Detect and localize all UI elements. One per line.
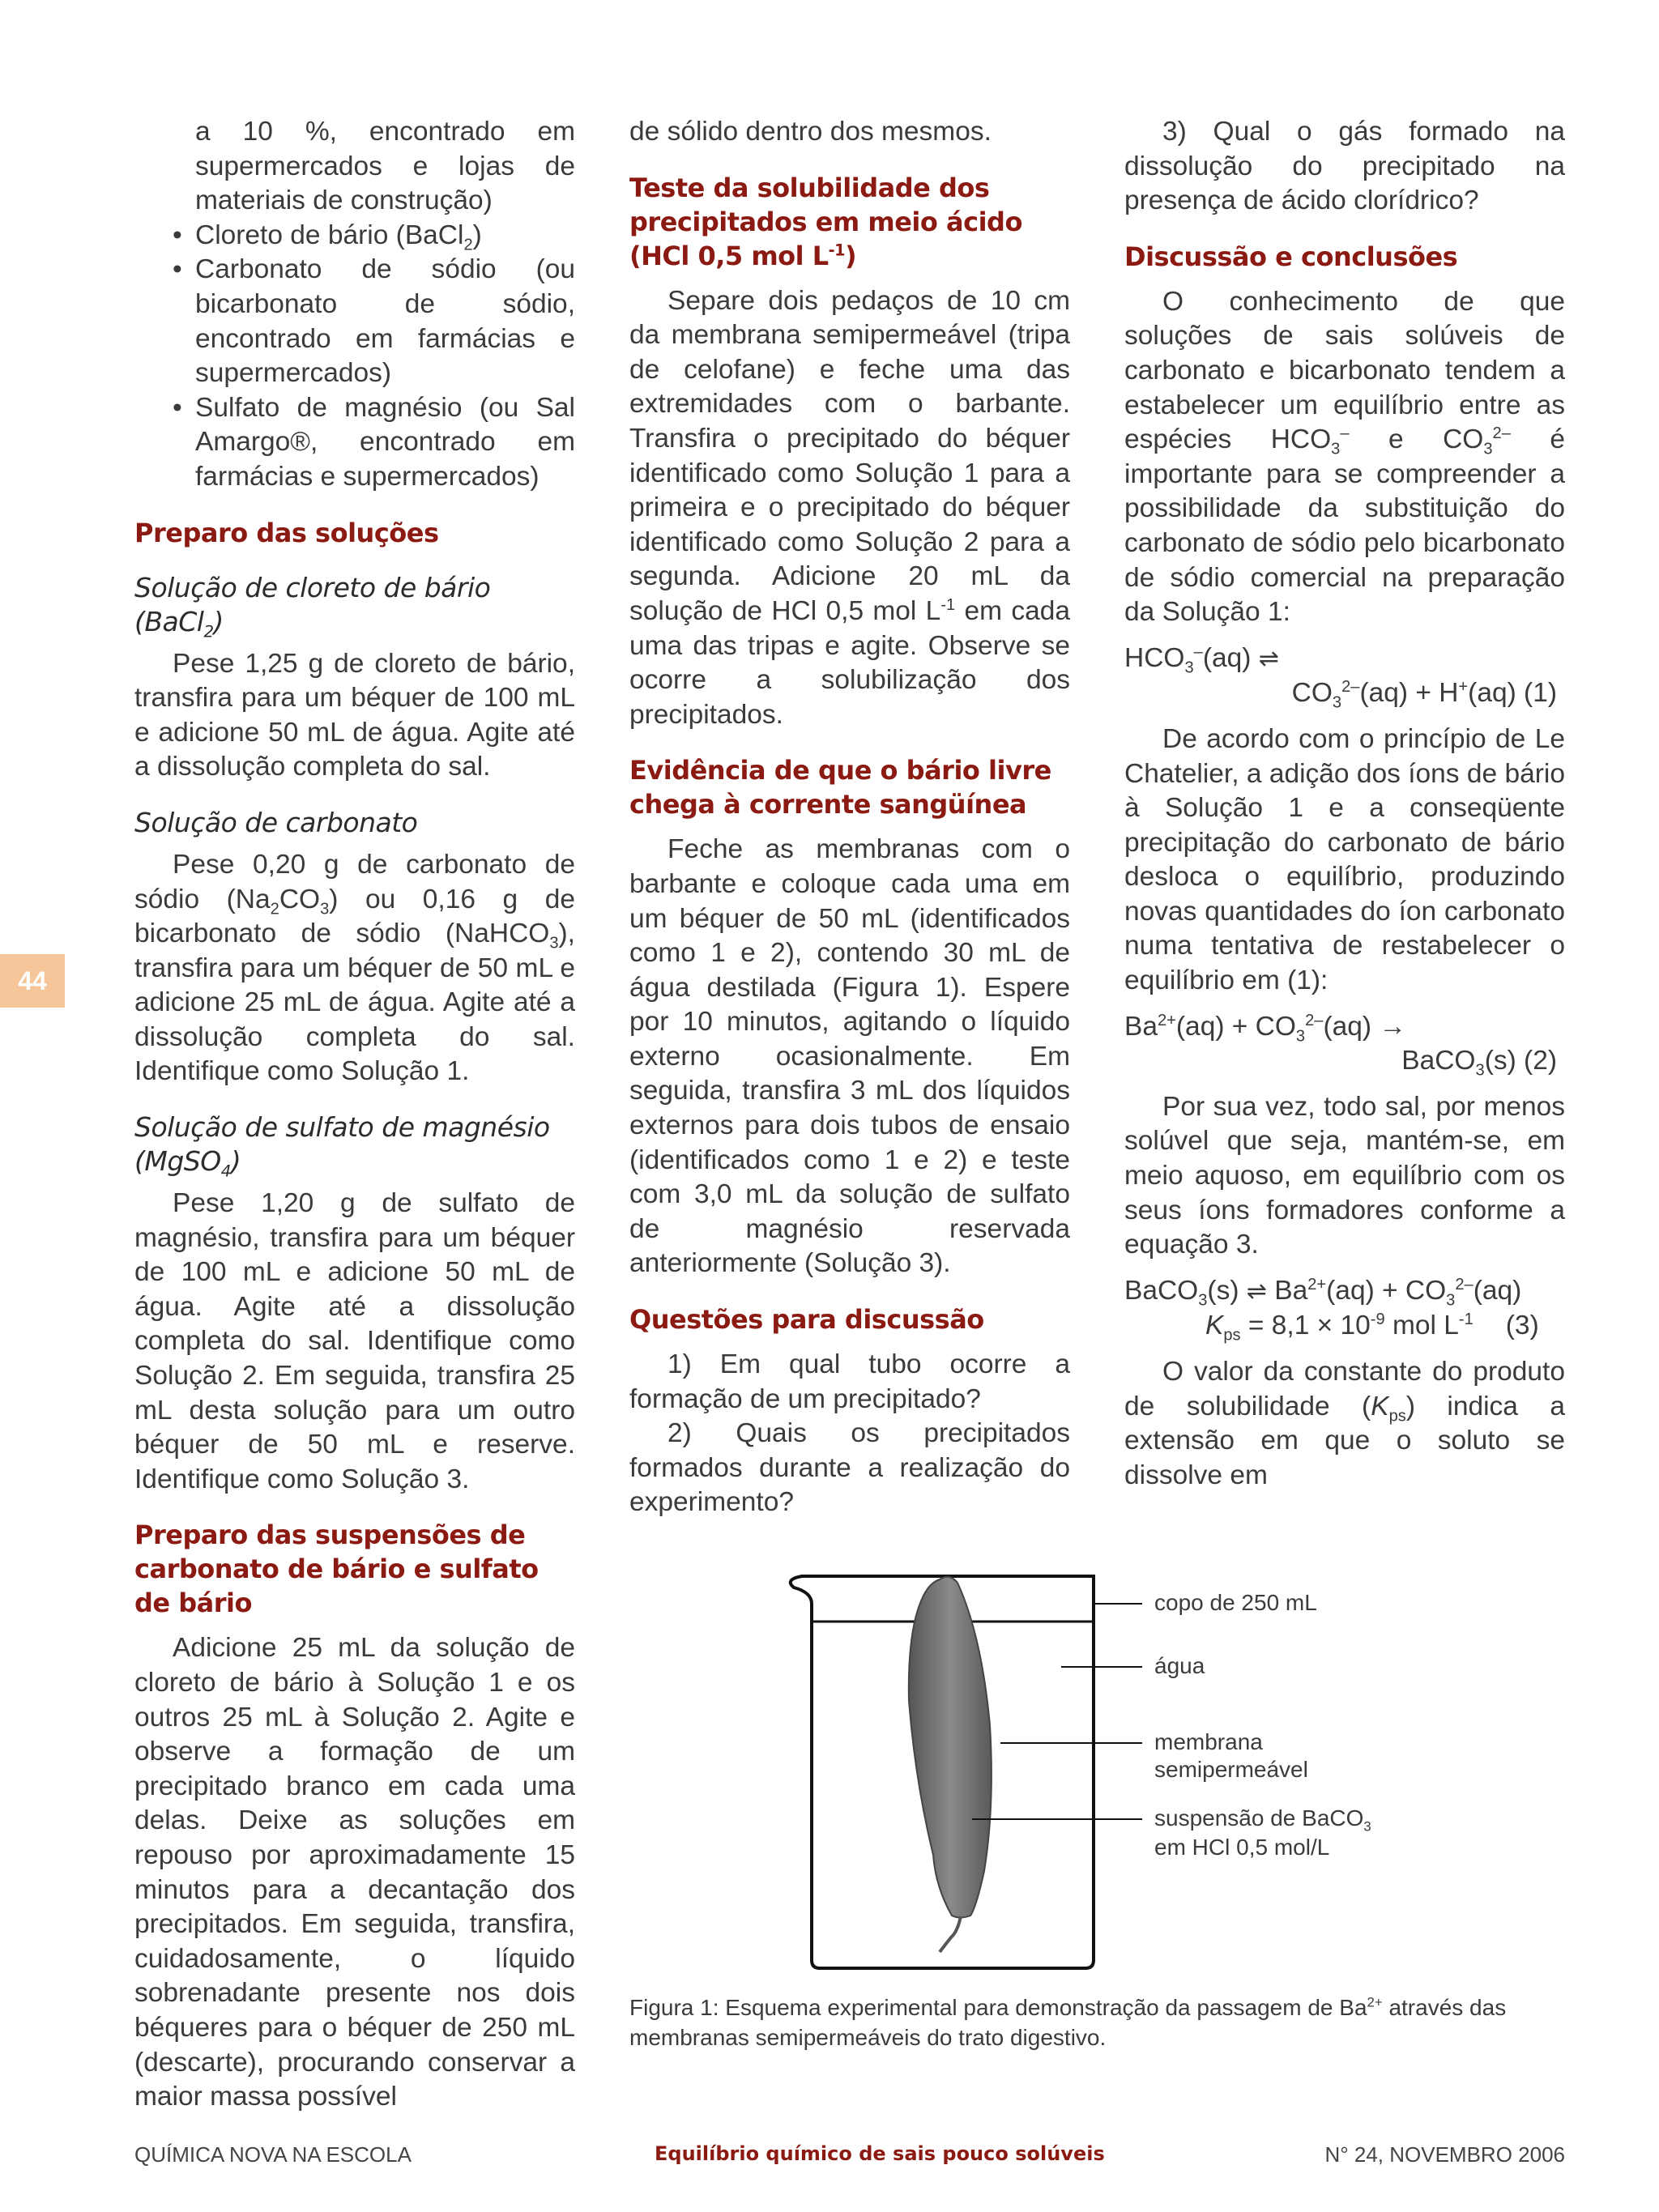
footer-journal: QUÍMICA NOVA NA ESCOLA	[134, 2142, 412, 2167]
footer-article-title: Equilíbrio químico de sais pouco solúveis	[655, 2142, 1105, 2165]
label-suspensao-1: suspensão de BaCO$_3$	[1154, 1805, 1371, 1835]
section-heading-questoes: Questões para discussão	[629, 1304, 984, 1336]
section-heading-discussao: Discussão e conclusões	[1124, 241, 1458, 272]
list-item: • Cloreto de bário (BaCl$_2$)	[173, 219, 482, 254]
equation-3: BaCO$_3$(s) ⇌ $Ba^{2+}(aq) + CO_3^{2-}(aq)$ $K_{ps} = 8,1 \times 10^{-9}$ mol $L^{-1}$ (3)	[1124, 1275, 1539, 1345]
page-number: 44	[0, 954, 65, 1008]
materials-list	[134, 219, 575, 495]
question-2: 2) Quais os precipitados formados durante a realização do experimento?	[629, 1418, 1070, 1518]
figure-1	[778, 1563, 1572, 1984]
column-2	[629, 115, 1070, 1520]
label-agua: água	[1154, 1653, 1205, 1678]
paragraph-le-chatelier: De acordo com o princípio de Le Chatelier, a adição dos íons de bário à Solução 1 e a conseqüente precipitação do carbonato de bário desloca o equilíbrio, produzindo novas quantidades do íon carbonato numa tentativa de restabelecer o equilíbrio em (1):	[1124, 723, 1565, 996]
bullet-icon: •	[173, 254, 182, 285]
column-3	[1124, 115, 1565, 1493]
subheading-bacl2: Solução de cloreto de bário (BaCl$_2$)	[134, 571, 491, 641]
list-item-continuation: a 10 %, encontrado em supermercados e lojas de materiais de construção)	[195, 117, 575, 216]
membrane-shape	[909, 1577, 992, 1918]
list-item: • Sulfato de magnésio (ou Sal Amargo®, encontrado em farmácias e supermercados)	[173, 392, 575, 492]
question-1: 1) Em qual tubo ocorre a formação de um precipitado?	[629, 1349, 1070, 1414]
subheading-carbonato: Solução de carbonato	[134, 806, 418, 838]
paragraph-discussao: O conhecimento de que soluções de sais solúveis de carbonato e bicarbonato tendem a estabelecer um equilíbrio entre as espécies $HCO_3^-$ e $CO_3^{2-}$ é importante para se compreender a possibilidade da substituição do carbonato de sódio pelo bicarbonato de sódio comercial na preparação da Solução 1:	[1124, 286, 1565, 628]
figure-caption: Figura 1: Esquema experimental para demonstração da passagem de $Ba^{2+}$ através das membranas semipermeáveis do trato digestivo.	[629, 1994, 1507, 2050]
list-item: • Carbonato de sódio (ou bicarbonato de sódio, encontrado em farmácias e supermercados)	[173, 254, 575, 389]
section-heading-suspensoes: Preparo das suspensões de carbonato de bário e sulfato de bário	[134, 1519, 539, 1619]
bullet-icon: •	[173, 392, 182, 423]
paragraph-bacl2: Pese 1,25 g de cloreto de bário, transfira para um béquer de 100 mL e adicione 50 mL de água. Agite até a dissolução completa do sal.	[134, 648, 575, 782]
section-heading-preparo: Preparo das soluções	[134, 517, 439, 548]
question-3: 3) Qual o gás formado na dissolução do precipitado na presença de ácido clorídrico?	[1124, 117, 1565, 216]
footer-issue: N° 24, NOVEMBRO 2006	[1324, 2142, 1565, 2167]
equilibrium-arrow-icon: ⇌	[1246, 1277, 1267, 1305]
equilibrium-arrow-icon: ⇌	[1258, 645, 1279, 672]
bullet-icon: •	[173, 219, 182, 250]
label-membrana-1: membrana	[1154, 1729, 1263, 1754]
equation-2: $Ba^{2+}(aq) + CO_3^{2-}(aq)$ → BaCO$_3$(s) (2)	[1124, 1011, 1557, 1080]
paragraph-mgso4: Pese 1,20 g de sulfato de magnésio, transfira para um béquer de 100 mL e adicione 50 mL de água. Agite até a dissolução completa do sal. Identifique como Solução 2. Em seguida, transfira 25 mL desta solução para um outro béquer de 50 mL e reserve. Identifique como Solução 3.	[134, 1188, 575, 1494]
paragraph-continuation: de sólido dentro dos mesmos.	[629, 117, 992, 147]
column-1	[134, 115, 575, 2115]
section-heading-teste: Teste da solubilidade dos precipitados em meio ácido (HCl 0,5 mol $L^{-1}$)	[629, 172, 1022, 271]
paragraph-suspensoes: Adicione 25 mL da solução de cloreto de bário à Solução 1 e os outros 25 mL à Solução 2. Agite e observe a formação de um precipitado branco em cada uma delas. Deixe as soluções em repouso por aproximadamente 15 minutos para a decantação dos precipitados. Em seguida, transfira, cuidadosamente, o líquido sobrenadante presente nos dois béqueres para o béquer de 250 mL (descarte), procurando conservar a maior massa possível	[134, 1633, 575, 2112]
paragraph-sal: Por sua vez, todo sal, por menos solúvel que seja, mantém-se, em meio aquoso, em equilíbrio com os seus íons formadores conforme a equação 3.	[1124, 1091, 1565, 1260]
section-heading-evidencia: Evidência de que o bário livre chega à corrente sangüínea	[629, 755, 1051, 820]
string-icon	[940, 1916, 961, 1952]
paragraph-evidencia: Feche as membranas com o barbante e coloque cada uma em um béquer de 50 mL (identificados como 1 e 2), contendo 30 mL de água destilada (Figura 1). Espere por 10 minutos, agitando o líquido externo ocasionalmente. Em seguida, transfira 3 mL dos líquidos externos para dois tubos de ensaio (identificados como 1 e 2) e teste com 3,0 mL da solução de sulfato de magnésio reservada anteriormente (Solução 3).	[629, 834, 1070, 1279]
paragraph-carbonato: Pese 0,20 g de carbonato de sódio $(Na_2CO_3)$ ou 0,16 g de bicarbonato de sódio (NaHCO$_3$), transfira para um béquer de 50 mL e adicione 25 mL de água. Agite até a dissolução completa do sal. Identifique como Solução 1.	[134, 849, 575, 1087]
paragraph-teste: Separe dois pedaços de 10 cm da membrana semipermeável (tripa de celofane) e feche uma das extremidades com o barbante. Transfira o precipitado do béquer identificado como Solução 1 para a primeira e o precipitado do béquer identificado como Solução 2 para a segunda. Adicione 20 mL da solução de HCl 0,5 mol $L^{-1}$ em cada uma das tripas e agite. Observe se ocorre a solubilização dos precipitados.	[629, 285, 1070, 730]
equation-1: $HCO_3^-(aq)$ ⇌ $CO_3^{2-}(aq) + H^+(aq)$ (1)	[1124, 642, 1557, 712]
label-suspensao-2: em HCl 0,5 mol/L	[1154, 1835, 1330, 1860]
label-copo: copo de 250 mL	[1154, 1590, 1317, 1615]
paragraph-kps: O valor da constante do produto de solubilidade $(K_{ps})$ indica a extensão em que o soluto se dissolve em	[1124, 1357, 1565, 1490]
subheading-mgso4: Solução de sulfato de magnésio (MgSO$_4$)	[134, 1111, 550, 1181]
label-membrana-2: semipermeável	[1154, 1757, 1308, 1782]
